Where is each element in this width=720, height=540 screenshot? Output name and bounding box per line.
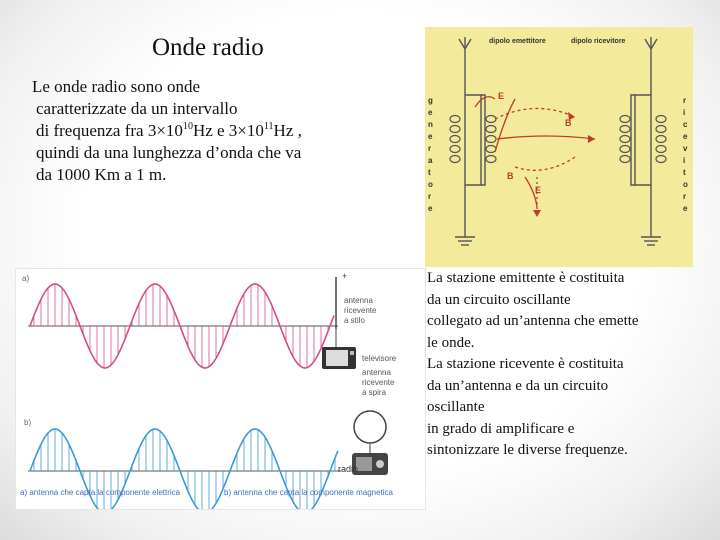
svg-text:o: o: [683, 180, 688, 189]
desc-line-3: collegato ad un’antenna che emette: [427, 313, 639, 329]
radio-label: radio: [338, 464, 359, 474]
loop-antenna-icon: [354, 411, 386, 443]
antenna-rod-label-1: antenna: [344, 296, 373, 305]
field-lines: [475, 97, 595, 217]
intro-line-3-a: di frequenza fra 3×10: [36, 121, 183, 140]
coil-left-icon: [450, 116, 496, 163]
svg-text:g: g: [428, 96, 433, 105]
exponent-2: 11: [263, 121, 274, 132]
description-text: [427, 268, 717, 462]
desc-line-8: in grado di amplificare e: [427, 420, 575, 437]
antenna-rod-label-3: a stilo: [344, 316, 365, 325]
desc-line-7: oscillante: [427, 399, 485, 415]
svg-text:r: r: [683, 96, 687, 105]
svg-text:e: e: [428, 108, 433, 117]
svg-text:v: v: [683, 144, 688, 153]
svg-text:i: i: [683, 108, 686, 117]
svg-text:e: e: [428, 132, 433, 141]
slide-title: Onde radio: [152, 34, 264, 61]
intro-line-3: [32, 120, 372, 142]
antenna-coil-label-1: antenna: [362, 368, 391, 377]
caption-b: b) antenna che capta la componente magnetica: [224, 488, 394, 497]
desc-line-4: le onde.: [427, 334, 475, 351]
desc-line-6: da un’antenna e da un circuito: [427, 377, 609, 394]
coil-right-icon: [620, 116, 666, 163]
label-b-bottom: B: [507, 171, 514, 181]
intro-line-1: Le onde radio sono onde: [32, 77, 201, 96]
wave-diagram-svg: [16, 269, 425, 509]
desc-line-2: da un circuito oscillante: [427, 291, 571, 308]
svg-text:e: e: [683, 132, 688, 141]
label-b: b): [24, 418, 32, 427]
intro-line-3-b: Hz e 3×10: [192, 121, 264, 140]
svg-text:c: c: [683, 120, 688, 129]
label-a: a): [22, 274, 30, 283]
svg-text:t: t: [683, 168, 686, 177]
label-e-top: E: [498, 91, 505, 101]
antenna-rod-label-2: ricevente: [344, 306, 377, 315]
side-label-left: [428, 96, 433, 213]
caption-a: a) antenna che capta la componente elettrica: [20, 488, 181, 497]
antenna-coil-label-2: ricevente: [362, 378, 395, 387]
svg-text:r: r: [683, 192, 687, 201]
svg-text:e: e: [683, 204, 688, 213]
desc-line-1: La stazione emittente è costituita: [427, 270, 625, 286]
intro-line-5: da 1000 Km a 1 m.: [36, 165, 167, 184]
svg-text:t: t: [428, 168, 431, 177]
magnetic-wave: [30, 429, 338, 509]
dipole-diagram: [425, 27, 693, 267]
desc-line-5: La stazione ricevente è costituita: [427, 356, 624, 372]
label-e-bottom: E: [535, 185, 542, 195]
side-label-right: [683, 96, 688, 213]
intro-line-4: quindi da una lunghezza d’onda che va: [36, 143, 302, 162]
tv-label: televisore: [362, 354, 397, 363]
svg-text:r: r: [428, 144, 432, 153]
wave-diagram: [15, 268, 426, 510]
svg-text:e: e: [428, 204, 433, 213]
plus-sign: +: [342, 271, 348, 281]
intro-line-2: caratterizzate da un intervallo: [36, 99, 238, 118]
svg-text:r: r: [428, 192, 432, 201]
svg-text:i: i: [683, 156, 686, 165]
svg-text:n: n: [428, 120, 433, 129]
label-emitter: dipolo emettitore: [489, 38, 546, 45]
dipole-diagram-svg: [425, 27, 693, 267]
antenna-coil-label-3: a spira: [362, 388, 387, 397]
label-b-right: B: [565, 118, 572, 128]
svg-text:a: a: [428, 156, 433, 165]
svg-text:o: o: [428, 180, 433, 189]
exponent-1: 10: [182, 121, 193, 132]
tv-icon: [322, 347, 356, 369]
label-receiver: dipolo ricevitore: [571, 38, 626, 45]
intro-text: [32, 76, 372, 186]
intro-line-3-c: Hz ,: [273, 121, 302, 140]
desc-line-9: sintonizzare le diverse frequenze.: [427, 442, 628, 458]
